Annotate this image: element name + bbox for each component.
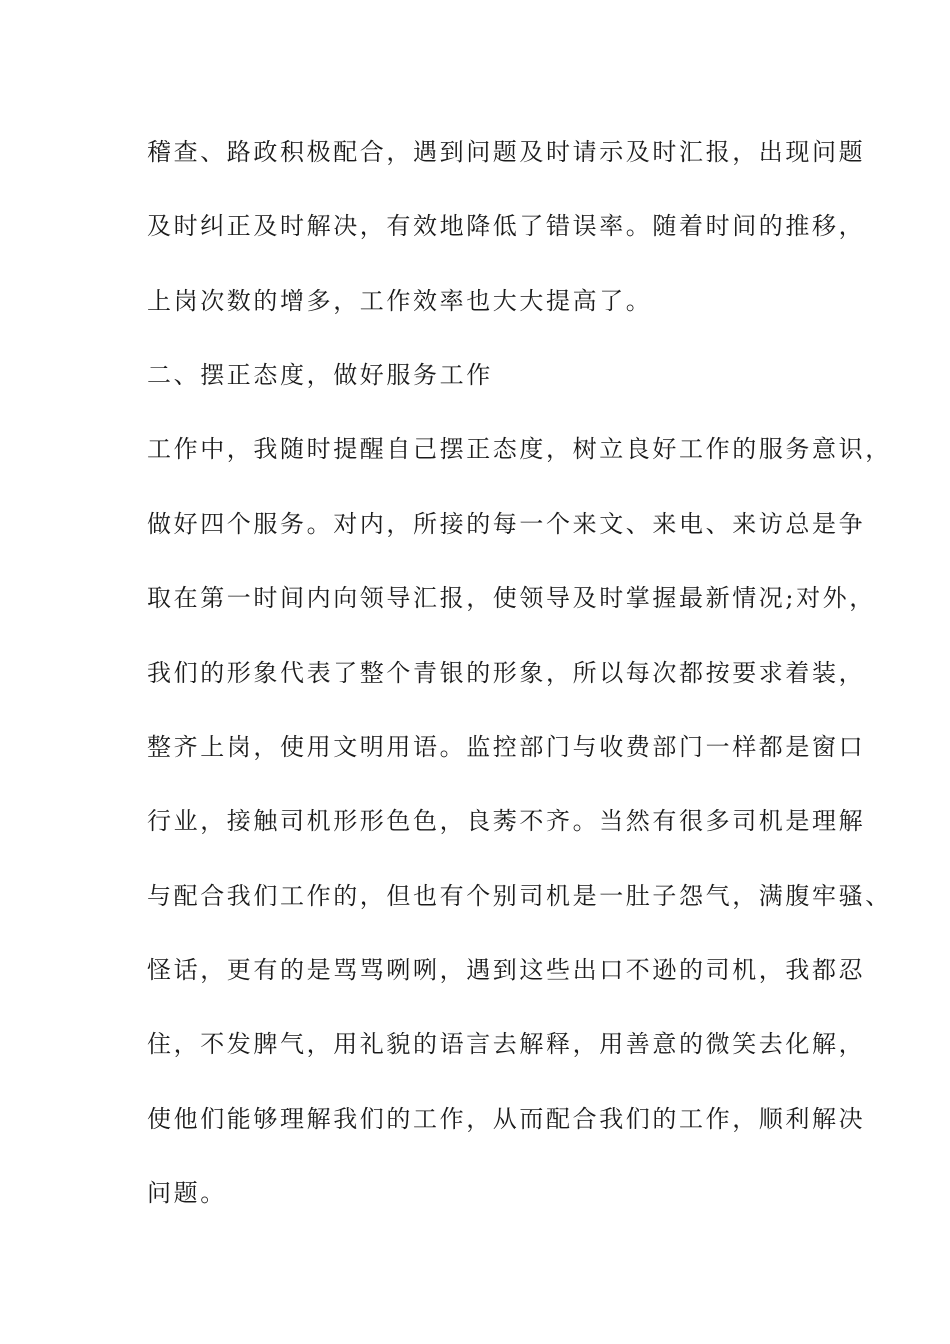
text-line: 问题。 [147, 1179, 227, 1207]
text-line: 与配合我们工作的，但也有个别司机是一肚子怨气，满腹牢骚、 [147, 882, 892, 910]
text-line: 住，不发脾气，用礼貌的语言去解释，用善意的微笑去化解， [147, 1030, 866, 1058]
text-line: 行业，接触司机形形色色，良莠不齐。当然有很多司机是理解 [147, 807, 866, 835]
text-line: 稽查、路政积极配合，遇到问题及时请示及时汇报，出现问题 [147, 138, 866, 166]
text-line: 工作中，我随时提醒自己摆正态度，树立良好工作的服务意识， [147, 435, 892, 463]
text-line: 上岗次数的增多，工作效率也大大提高了。 [147, 287, 653, 315]
text-line: 做好四个服务。对内，所接的每一个来文、来电、来访总是争 [147, 510, 866, 538]
text-line: 整齐上岗，使用文明用语。监控部门与收费部门一样都是窗口 [147, 733, 866, 761]
text-line: 使他们能够理解我们的工作，从而配合我们的工作，顺利解决 [147, 1105, 866, 1133]
text-line: 怪话，更有的是骂骂咧咧，遇到这些出口不逊的司机，我都忍 [147, 956, 866, 984]
text-line: 及时纠正及时解决，有效地降低了错误率。随着时间的推移， [147, 212, 866, 240]
section-heading: 二、摆正态度，做好服务工作 [147, 361, 493, 389]
text-line: 取在第一时间内向领导汇报，使领导及时掌握最新情况;对外， [147, 584, 876, 612]
text-line: 我们的形象代表了整个青银的形象，所以每次都按要求着装， [147, 659, 866, 687]
